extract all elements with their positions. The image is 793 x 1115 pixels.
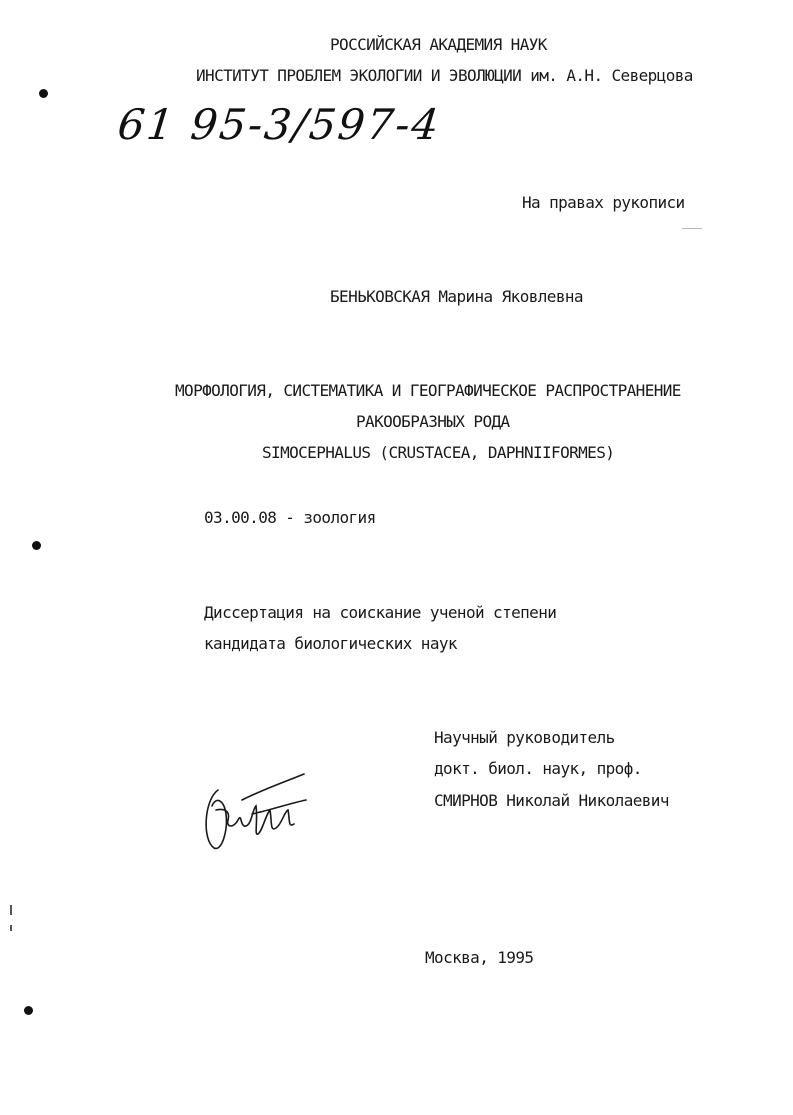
- degree-line-1: Диссертация на соискание ученой степени: [204, 603, 557, 622]
- handwritten-catalog-number: 61 95-3/597-4: [115, 100, 444, 149]
- title-line-1: МОРФОЛОГИЯ, СИСТЕМАТИКА И ГЕОГРАФИЧЕСКОЕ РАСПРОСТРАНЕНИЕ: [175, 381, 681, 400]
- supervisor-role: Научный руководитель: [434, 728, 615, 747]
- binding-hole-dot: [24, 1006, 33, 1015]
- scan-speck: [682, 228, 702, 229]
- academy-name: РОССИЙСКАЯ АКАДЕМИЯ НАУК: [330, 35, 547, 54]
- author-signature: [196, 770, 316, 860]
- specialty-code: 03.00.08 - зоология: [204, 508, 376, 527]
- supervisor-credentials: докт. биол. наук, проф.: [434, 759, 642, 778]
- title-line-2: РАКООБРАЗНЫХ РОДА: [356, 412, 510, 431]
- binding-hole-dot: [32, 541, 41, 550]
- author-name: БЕНЬКОВСКАЯ Марина Яковлевна: [330, 287, 583, 306]
- scan-speck: [10, 905, 12, 915]
- supervisor-name: СМИРНОВ Николай Николаевич: [434, 791, 669, 810]
- degree-line-2: кандидата биологических наук: [204, 634, 457, 653]
- place-and-year: Москва, 1995: [425, 948, 534, 967]
- scan-speck: [10, 925, 12, 931]
- title-line-3: SIMOCEPHALUS (CRUSTACEA, DAPHNIIFORMES): [262, 443, 615, 462]
- institute-name: ИНСТИТУТ ПРОБЛЕМ ЭКОЛОГИИ И ЭВОЛЮЦИИ им. А.Н. Северцова: [196, 66, 693, 85]
- manuscript-note: На правах рукописи: [522, 193, 685, 212]
- binding-hole-dot: [39, 89, 48, 98]
